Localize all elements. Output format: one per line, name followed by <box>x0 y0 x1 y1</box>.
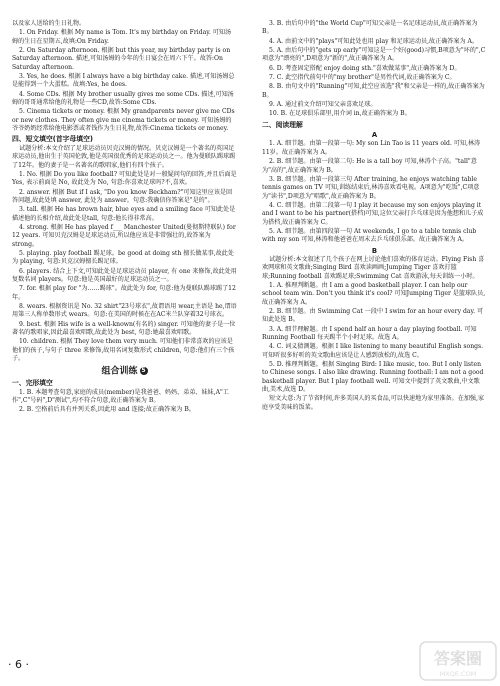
section-heading <box>262 247 487 255</box>
answer-paragraph <box>12 20 237 28</box>
answer-paragraph-text: 试题分析:本文介绍了足球运动员贝克汉姆的情况。贝克汉姆是一个著名的英国足球运动员,他出生于英国伦敦,他是英国很优秀的足球运动员之一。他为曼联队踢球踢了12年。他的妻子是一名著名的歌唱家,他们有四个孩子。 <box>12 144 236 169</box>
watermark-url: MXQE.COM <box>439 670 477 678</box>
answer-paragraph-text: 2. On Saturday afternoon. 根据 but this year, my birthday party is on Saturday afternoon. 描述,可知汤姆的今年的生日宴会在周六下午。故答:On Saturday afternoon. <box>12 47 231 71</box>
answer-paragraph-text: 1. A. 推理判断题。由 I am a good basketball player. I can help our school team win. Don't you think it's cool? 可知Jumping Tiger 是篮球队员,故正确答案为 A。 <box>262 281 486 306</box>
answer-paragraph-text: 2. B. 空格前后具有并列关系,因此用 and 连接;故正确答案为 B。 <box>19 406 195 414</box>
answer-paragraph <box>262 308 487 325</box>
answer-paragraph <box>262 110 487 118</box>
answer-paragraph <box>262 202 487 227</box>
section-heading-text: 一、完形填空 <box>12 379 53 388</box>
answer-paragraph <box>262 83 487 100</box>
answer-paragraph-text: 3. tall. 根据 He has brown hair, blue eyes and a smiling face 可知此处是描述他的长相介绍,故此处是tall, 句意:他长得非常高。 <box>12 206 236 222</box>
answer-paragraph <box>12 321 237 338</box>
section-heading <box>12 379 237 387</box>
answer-paragraph-text: 1. A. 细节题。由第一段第一句: My son Lin Tao is 11 years old. 可知,林涛11岁。故正确答案为 A。 <box>262 140 481 156</box>
answer-paragraph <box>262 395 487 412</box>
answer-paragraph-text: 3. A. 细节理解题。由 I spend half an hour a day playing football. 可知 Running Football 每天踢半个小时足球。故选 A。 <box>262 325 477 342</box>
answer-paragraph-text: 试题分析:本文叙述了几个孩子在网上讨论他们喜欢的体育运动。Flying Fish 喜欢网球和英文歌曲;Singing Bird 喜欢读画画;Jumping Tiger 喜欢打篮球;Running football 喜欢踢足球;Swimming Cat 喜欢游泳,每天训练一小时。 <box>262 255 485 280</box>
answer-paragraph <box>12 338 237 363</box>
answer-paragraph <box>262 38 487 46</box>
answer-paragraph-text: 9. A. 通过前文介绍可知父亲喜欢足球。 <box>269 101 377 109</box>
section-heading-text: B <box>371 246 378 255</box>
answer-paragraph <box>12 406 237 414</box>
answer-paragraph <box>12 29 237 46</box>
answer-paragraph-text: 10. B. 在足球俱乐部里,用介词 in,故正确答案为 B。 <box>269 110 411 118</box>
answer-paragraph <box>12 389 237 406</box>
answer-paragraph-text: 短文大意:为了节省时间,许多美国人的买食品,可以快速地为家里准备。在加强,家庭享受美味的饭菜。 <box>262 395 485 411</box>
left-column <box>12 20 237 416</box>
answer-paragraph <box>262 343 487 360</box>
answer-paragraph-text: 以及家人送给的生日礼物。 <box>12 20 86 27</box>
answer-paragraph-text: 7. C. 此空指代前句中的"my brother"是男性代词,故正确答案为 C。 <box>269 74 456 82</box>
group-title <box>12 367 237 376</box>
answer-paragraph-text: 4. C. 词义猜测题。根据 I like listening to many beautiful English songs. 可知听很多好听的英文歌曲应该是让人感到放松的,故选 C。 <box>262 343 484 359</box>
answer-paragraph-text: 4. strong. 根据 He has played f___ Manchester United(曼彻斯特联队) for 12 years. 可知贝克汉姆是足球运动员,所以他应该是非常强壮的,故答案为 strong。 <box>12 223 236 248</box>
section-heading-text: 四、短文填空(首字母填空) <box>12 135 93 144</box>
answer-paragraph-text: 4. C. 细节题。由第二段第一句 I play it because my son enjoys playing it and I want to be his partner(搭档)可知,这位父亲打乒乓球是因为他想和儿子成为搭档,故正确答案为 C。 <box>262 201 484 226</box>
answer-paragraph <box>262 228 487 245</box>
answer-paragraph <box>262 101 487 109</box>
answer-paragraph-text: 10. children. 根据 They love them very much. 可知他们非常喜欢的应该是他们的孩子,与句子 three 来修饰,故用名词复数形式 children, 句意:他们有三个孩子。 <box>12 338 235 363</box>
answer-paragraph <box>12 285 237 302</box>
answer-paragraph-text: 5. A. 细节题。由第四段第一句 At weekends, I go to a table tennis club with my son 可知,林涛和他爸爸在周末去乒乓球俱乐部。故正确答案为 A。 <box>262 227 477 244</box>
answer-paragraph-text: 4. A. 由前文中的"plays"可知此处也用 play 和足球运动员,故正确答案为 A。 <box>269 37 479 45</box>
answer-paragraph <box>262 256 487 281</box>
answer-paragraph <box>262 140 487 157</box>
section-heading <box>12 135 237 143</box>
answer-paragraph <box>12 206 237 223</box>
answer-paragraph-text: 5. Cinema tickets or money. 根据 My grandparents never give me CDs or new clothes. They often give me cinema tickets or money. 可知汤姆的爷爷奶奶经常给他电影票或者钱作为生日礼物,故答:Cinema tickets or money. <box>12 108 235 133</box>
answer-paragraph-text: 2. B. 细节题。由第一段第二句: He is a tall boy 可知,林涛个子高。"tall"意为"高的",故正确答案为 B。 <box>262 158 477 174</box>
group-number-badge: 5 <box>141 367 146 375</box>
answer-paragraph-text: 3. Yes, he does. 根据 I always have a big birthday cake. 描述,可知汤姆总是能得到一个大蛋糕。故填:Yes, he does. <box>12 73 235 89</box>
answer-paragraph-text: 5. playing. play football 踢足球。be good at doing sth 擅长做某事,故此处为 playing, 句意:贝克汉姆擅长踢足球。 <box>12 249 234 266</box>
answer-paragraph <box>262 65 487 73</box>
section-heading <box>262 121 487 129</box>
answer-paragraph-text: 6. D. 考查固定搭配 enjoy doing sth."喜欢做某事",故正确答案为 D。 <box>269 64 461 72</box>
answer-paragraph-text: 2. answer. 根据 But if I ask, "Do you know Beckham?"可知这里应该是回答问题,故此处填 answer, 此处为 answer。句意:我确信你答案是"是的"。 <box>12 188 233 204</box>
answer-paragraph <box>12 91 237 108</box>
answer-paragraph <box>12 47 237 72</box>
answer-paragraph <box>12 303 237 320</box>
answer-paragraph <box>12 189 237 206</box>
watermark-logo-text: 答案圈 <box>433 649 483 668</box>
answer-paragraph <box>12 268 237 285</box>
answer-paragraph <box>12 250 237 267</box>
answer-paragraph-text: 9. best. 根据 His wife is a well-known(有名的) singer. 可知他的妻子是一位著名的歌唱家,因此最喜欢唱歌,故此处为 best, 句意:她最喜欢唱歌。 <box>12 320 236 337</box>
answer-paragraph-text: 5. D. 推理判断题。根据 Singing Bird: I like music, too. But I only listen to Chinese songs. I also like drawing. Running football: I am not a good basketball player. But I play football well. 可知文中提到了英文歌曲,中文歌曲,美术,故选 D。 <box>262 361 484 394</box>
answer-paragraph <box>12 224 237 249</box>
answer-paragraph <box>12 73 237 90</box>
watermark-logo <box>418 638 498 684</box>
answer-paragraph <box>262 361 487 394</box>
answer-paragraph-text: 4. Some CDs. 根据 My brother usually gives me some CDs. 描述,可知汤姆的哥哥通常给他的礼物是一些CD,故答:Some CDs. <box>12 90 234 107</box>
answer-paragraph <box>262 20 487 37</box>
group-title-text: 组合训练 <box>101 366 138 377</box>
answer-paragraph-text: 1. On Friday. 根据 My name is Tom. It's my birthday on Friday. 可知汤姆的生日在星期五,故填:On Friday. <box>12 29 232 45</box>
answer-paragraph <box>12 171 237 188</box>
answer-paragraph-text: 5. A. 由后句中的"gets up early"可知这是一个好(good)习惯,B项意为"坏的",C项意为"漂亮的",D项意为"新的",故正确答案为 A。 <box>262 47 486 63</box>
answer-paragraph <box>262 158 487 175</box>
answer-paragraph-text: 1. B. 本题考查句意,家庭的成员(member)是我爸爸、妈妈、弟弟、妹妹,A"工作",C"号码",D"测试",均不符合句意,故正确答案为 B。 <box>12 388 229 404</box>
section-heading-text: A <box>371 131 378 140</box>
answer-paragraph <box>262 47 487 64</box>
answer-paragraph-text: 7. for. 根据 play for "为……踢球"。故此处为 for, 句意:他为曼联队踢球踢了12年。 <box>12 285 236 301</box>
answer-paragraph <box>12 145 237 170</box>
answer-paragraph-text: 8. wears. 根据资讯是 No. 32 shirt"23号球衣",故谓语用 wear,主语是 he,谓语用第三人称单数形式 wears。句意:在美国的时候在在AC米兰队穿着32号球衣。 <box>12 303 237 319</box>
page-number: · 6 · <box>8 658 29 671</box>
answer-paragraph <box>262 74 487 82</box>
answer-paragraph <box>12 108 237 133</box>
answer-paragraph-text: 1. No. 根据 Do you like football? 可知此处是对一般疑问句的回答,并且后面是 Yes, 表示前面是 No, 故此处为 No, 句意:你喜欢足球吗?不,喜欢。 <box>12 170 237 187</box>
answer-paragraph-text: 3. B. 由后句中的"the World Cup"可知父亲是一名足球运动员,故正确答案为 B。 <box>262 20 478 36</box>
answer-paragraph <box>262 326 487 343</box>
section-heading <box>262 131 487 139</box>
answer-paragraph-text: 6. players. 结合上下文,可知此处是足球运动员 player, 有 one 来修饰,故此处用复数名词 players。句意:他是英国最好的足球运动员之一。 <box>12 267 237 283</box>
answer-paragraph <box>262 282 487 307</box>
answer-paragraph <box>262 176 487 201</box>
section-heading-text: 二、阅读理解 <box>262 120 303 129</box>
answer-paragraph-text: 8. B. 由句文中的"Running"可知,此空应该选"我"和父亲是一样的,故正确答案为 B。 <box>262 83 485 99</box>
answer-paragraph-text: 2. B. 细节题。由 Swimming Cat 一段中 I swim for an hour every day. 可知此处选 B。 <box>262 308 484 324</box>
right-column <box>262 20 487 413</box>
answer-paragraph-text: 3. B. 细节题。由第一段第三句 After training, he enjoys watching table tennis games on TV 可知,训练结束后,林涛喜欢看电视。A项意为"吃饭",C项意为"读书",D项意为"唱歌",故正确答案为 B。 <box>262 175 480 200</box>
